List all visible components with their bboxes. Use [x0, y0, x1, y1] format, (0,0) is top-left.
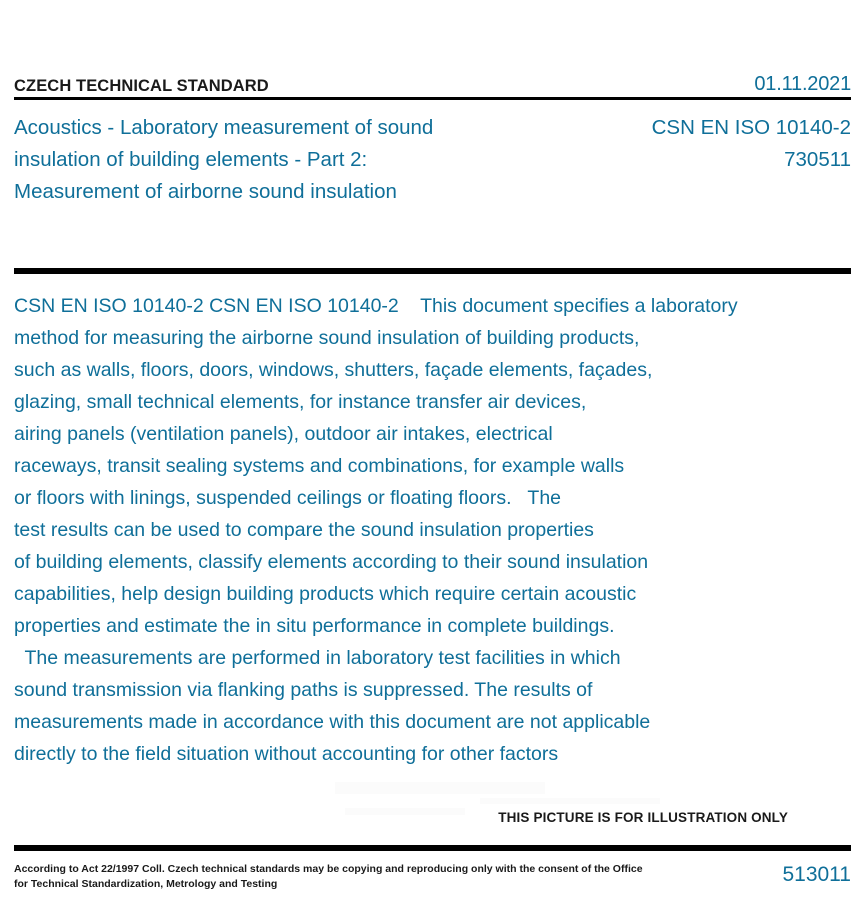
body-divider-thick: [14, 268, 851, 274]
abstract-line: capabilities, help design building products which require certain acoustic: [14, 583, 637, 605]
footer-legal-line: According to Act 22/1997 Coll. Czech technical standards may be copying and reproducing only with the consent of the Office: [14, 863, 643, 875]
footer-legal-line: for Technical Standardization, Metrology and Testing: [14, 878, 278, 890]
abstract-line: directly to the field situation without accounting for other factors: [14, 743, 559, 765]
footer-legal-notice: [14, 862, 643, 892]
header-row: [14, 70, 851, 94]
abstract-line: test results can be used to compare the sound insulation properties: [14, 519, 594, 541]
abstract-line: raceways, transit sealing systems and combinations, for example walls: [14, 455, 625, 477]
title-line: Measurement of airborne sound insulation: [14, 180, 397, 203]
title-line: Acoustics - Laboratory measurement of sound: [14, 116, 434, 139]
abstract-line: measurements made in accordance with this document are not applicable: [14, 711, 651, 733]
abstract-line: or floors with linings, suspended ceilings or floating floors. The: [14, 487, 562, 509]
document-title: [14, 112, 433, 208]
title-block: [14, 112, 851, 208]
footer-order-code: 513011: [782, 863, 851, 886]
footer: [14, 862, 851, 892]
header-divider-thin: [14, 97, 851, 100]
standard-number: CSN EN ISO 10140-2: [651, 116, 851, 139]
illustration-disclaimer: THIS PICTURE IS FOR ILLUSTRATION ONLY: [498, 810, 788, 825]
title-line: insulation of building elements - Part 2:: [14, 148, 368, 171]
classification-code: 730511: [784, 148, 851, 171]
abstract-line: properties and estimate the in situ performance in complete buildings.: [14, 615, 615, 637]
abstract-text: [14, 290, 854, 770]
abstract-line: glazing, small technical elements, for instance transfer air devices,: [14, 391, 587, 413]
abstract-line: method for measuring the airborne sound insulation of building products,: [14, 327, 640, 349]
abstract-line: of building elements, classify elements according to their sound insulation: [14, 551, 649, 573]
abstract-line: sound transmission via flanking paths is suppressed. The results of: [14, 679, 593, 701]
document-kicker: CZECH TECHNICAL STANDARD: [14, 76, 269, 95]
abstract-line: The measurements are performed in laboratory test facilities in which: [14, 647, 621, 669]
abstract-line: such as walls, floors, doors, windows, shutters, façade elements, façades,: [14, 359, 653, 381]
scan-artifact: [335, 782, 545, 794]
issue-date: 01.11.2021: [754, 73, 851, 95]
footer-divider-thick: [14, 845, 851, 851]
abstract-line: CSN EN ISO 10140-2 CSN EN ISO 10140-2 This document specifies a laboratory: [14, 295, 738, 317]
abstract-line: airing panels (ventilation panels), outdoor air intakes, electrical: [14, 423, 553, 445]
scan-artifact: [480, 798, 660, 804]
standard-identifiers: [652, 112, 851, 176]
